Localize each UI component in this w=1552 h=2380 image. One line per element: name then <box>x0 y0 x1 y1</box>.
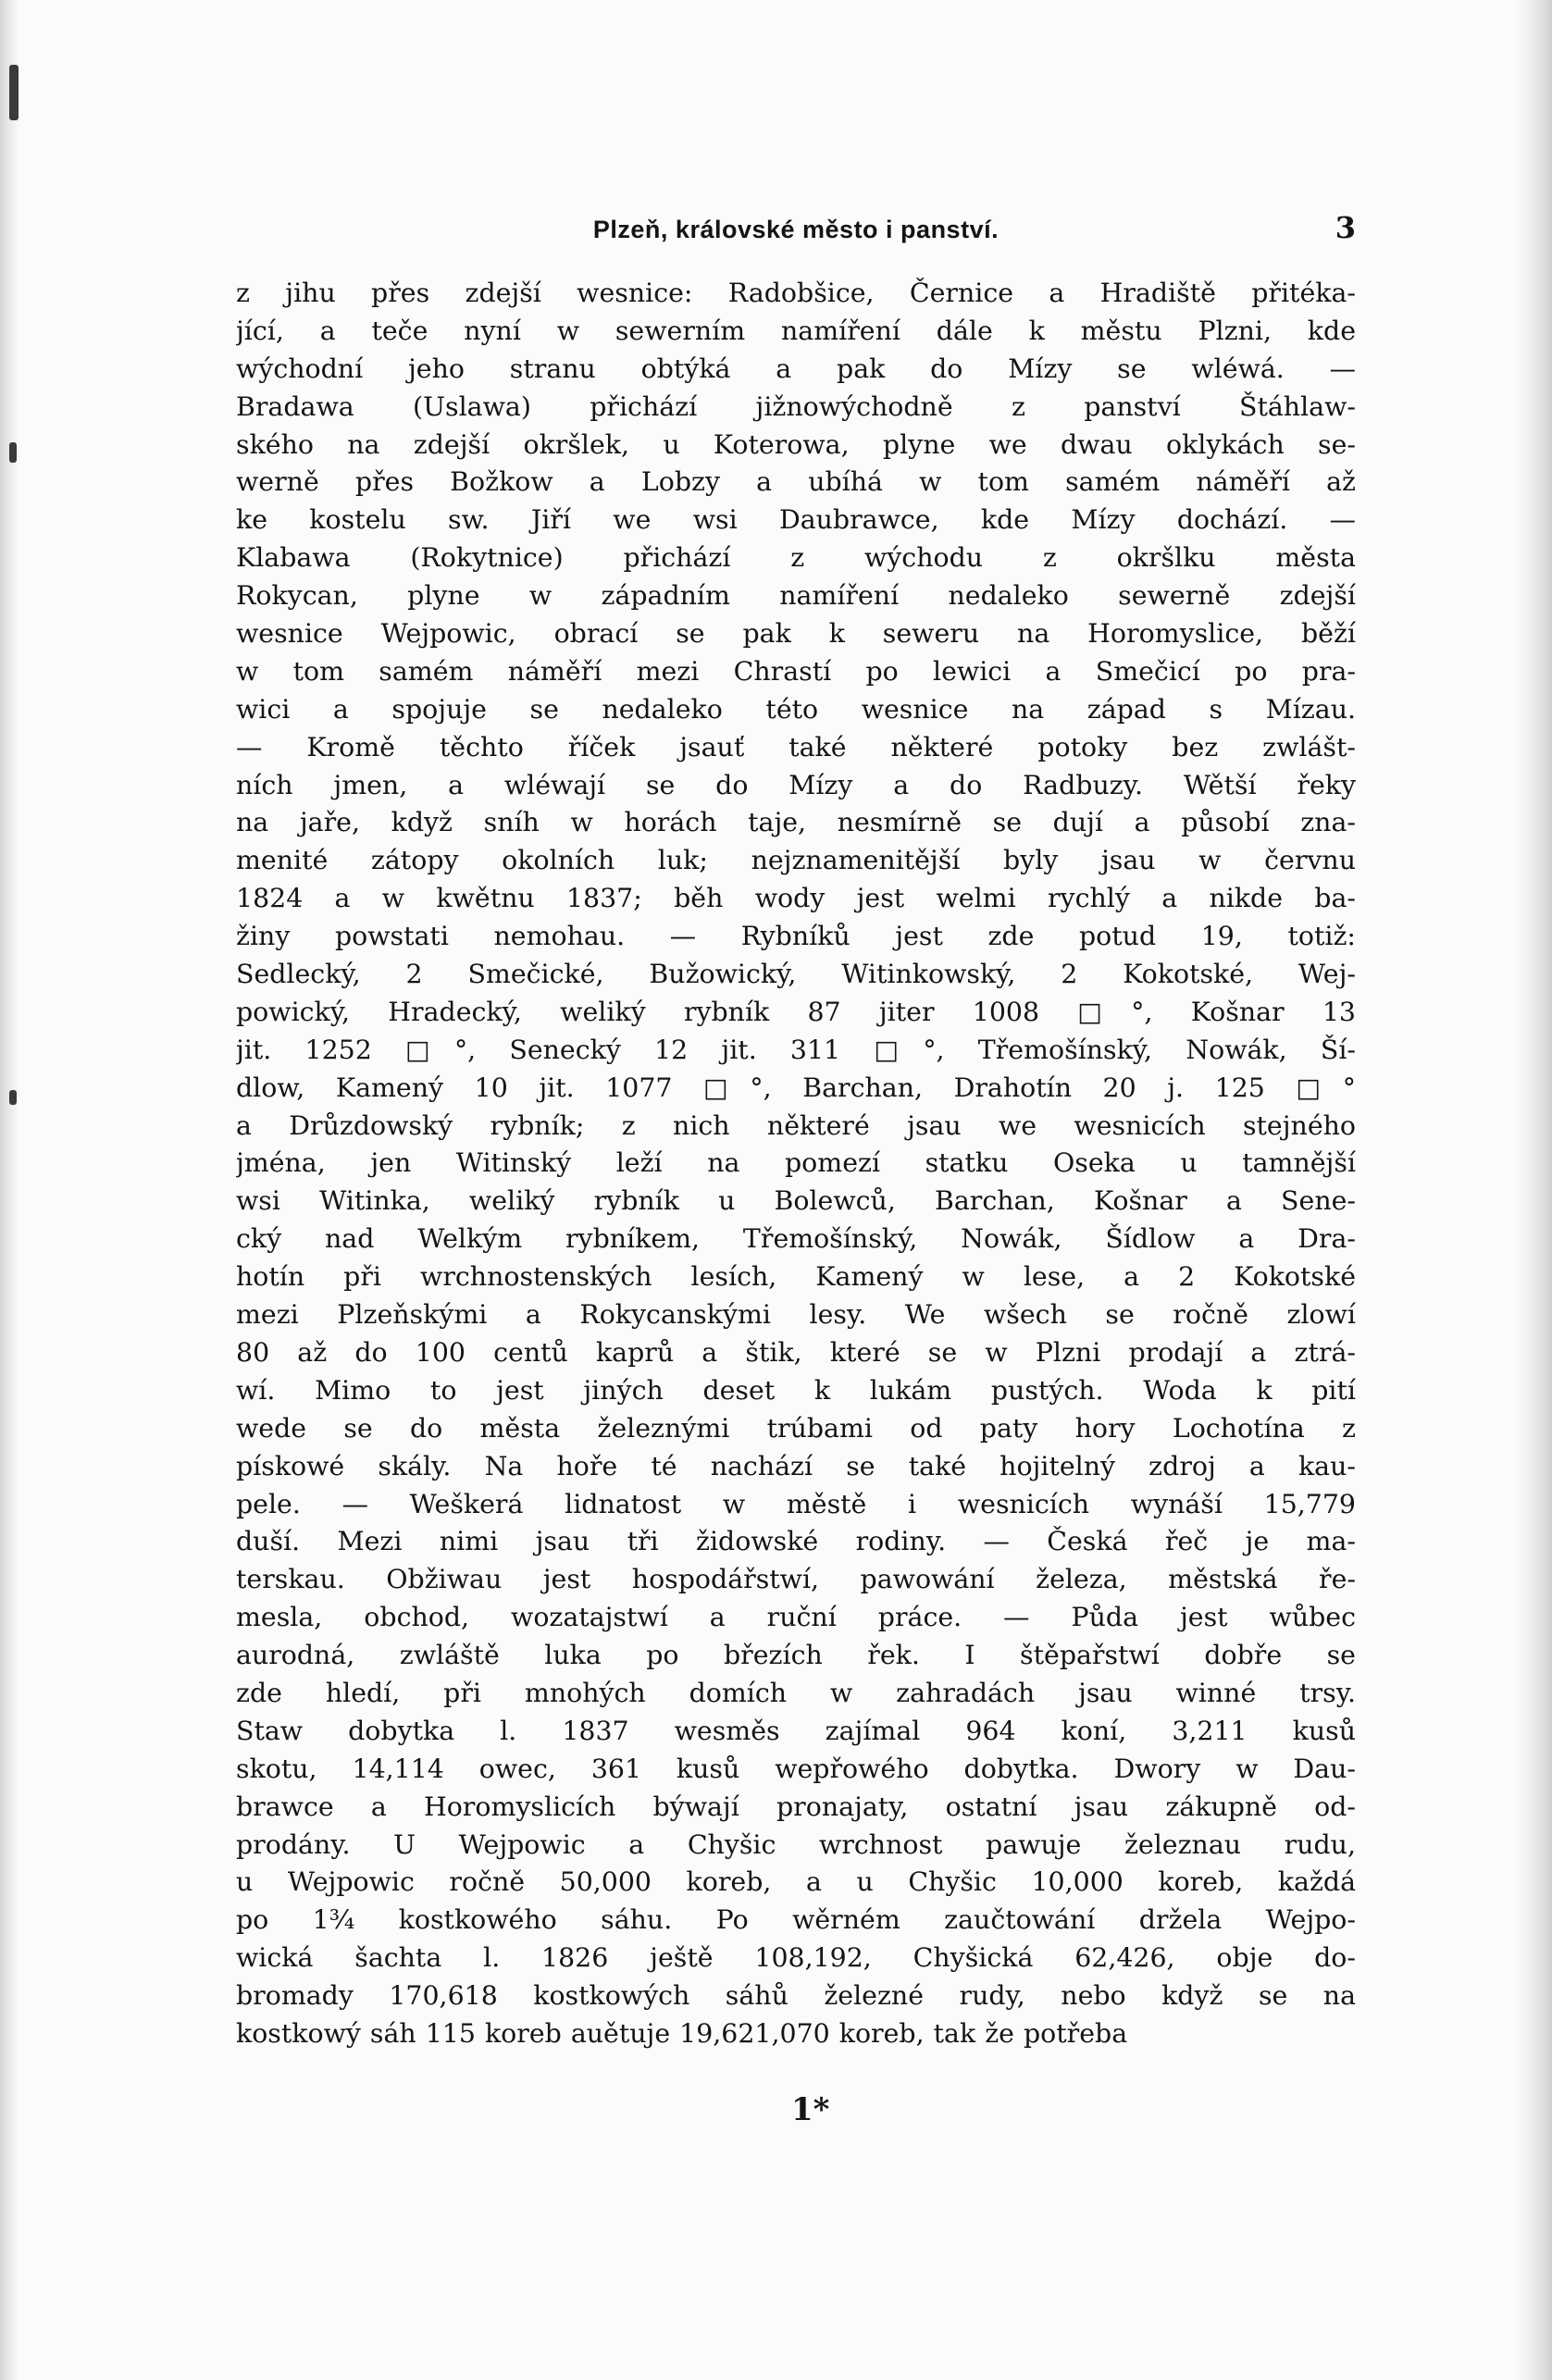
text-line: skotu, 14,114 owec, 361 kusů wepřowého dobytka. Dwory w Dau- <box>236 1753 1356 1784</box>
text-line: ke kostelu sw. Jiří we wsi Daubrawce, kde Mízy dochází. — <box>236 504 1356 536</box>
text-line: Staw dobytka l. 1837 wesměs zajímal 964 koní, 3,211 kusů <box>236 1715 1356 1746</box>
text-line: aurodná, zwláště luka po březích řek. I štěpařstwí dobře se <box>236 1640 1356 1671</box>
text-line: zde hledí, při mnohých domích w zahradách jsau winné trsy. <box>236 1677 1356 1708</box>
signature-mark: 1* <box>791 2091 830 2128</box>
text-line: jící, a teče nyní w sewerním namíření dále k městu Plzni, kde <box>236 315 1356 346</box>
text-line: brawce a Horomyslicích býwají pronajaty, ostatní jsau zákupně od- <box>236 1791 1356 1822</box>
text-line: wí. Mimo to jest jiných deset k lukám pustých. Woda k pití <box>236 1374 1356 1406</box>
text-line: werně přes Božkow a Lobzy a ubíhá w tom samém náměří až <box>236 466 1356 498</box>
text-line: wede se do města železnými trúbami od paty hory Lochotína z <box>236 1412 1356 1444</box>
text-line: mesla, obchod, wozatajstwí a ruční práce. — Půda jest wůbec <box>236 1602 1356 1633</box>
text-line: duší. Mezi nimi jsau tři židowské rodiny. — Česká řeč je ma- <box>236 1526 1356 1557</box>
text-line: powický, Hradecký, weliký rybník 87 jiter 1008 □°, Košnar 13 <box>236 996 1356 1027</box>
text-line: u Wejpowic ročně 50,000 koreb, a u Chyšic 10,000 koreb, každá <box>236 1866 1356 1898</box>
text-line: pískowé skály. Na hoře té nachází se také hojitelný zdroj a kau- <box>236 1450 1356 1481</box>
text-line: cký nad Welkým rybníkem, Třemošínský, Nowák, Šídlow a Dra- <box>236 1223 1356 1255</box>
text-line: jména, jen Witinský leží na pomezí statku Oseka u tamnější <box>236 1147 1356 1179</box>
scan-edge-right <box>1515 0 1552 2380</box>
text-line: wýchodní jeho stranu obtýká a pak do Mízy se wléwá. — <box>236 353 1356 384</box>
text-line: 80 až do 100 centů kaprů a štik, které se w Plzni prodají a ztrá- <box>236 1336 1356 1368</box>
text-line: žiny powstati nemohau. — Rybníků jest zde potud 19, totiž: <box>236 921 1356 952</box>
document-page <box>236 199 1356 2053</box>
text-line: menité zátopy okolních luk; nejznamenitější byly jsau w červnu <box>236 845 1356 876</box>
text-line: Bradawa (Uslawa) přichází jižnowýchodně z panství Štáhlaw- <box>236 390 1356 422</box>
text-line: hotín při wrchnostenských lesích, Kamený w lese, a 2 Kokotské <box>236 1261 1356 1293</box>
scan-mark <box>9 1090 17 1105</box>
text-line: na jaře, když sníh w horách taje, nesmírně se dují a působí zna- <box>236 807 1356 838</box>
text-line: Klabawa (Rokytnice) přichází z wýchodu z okršlku města <box>236 542 1356 574</box>
text-line: kostkowý sáh 115 koreb auětuje 19,621,070 koreb, tak že potřeba <box>236 2017 1128 2049</box>
text-line: ních jmen, a wléwají se do Mízy a do Radbuzy. Wětší řeky <box>236 769 1356 800</box>
text-line: z jihu přes zdejší wesnice: Radobšice, Černice a Hradiště přitéka- <box>236 278 1356 308</box>
text-line: Sedlecký, 2 Smečické, Bužowický, Witinkowský, 2 Kokotské, Wej- <box>236 959 1356 990</box>
text-line: bromady 170,618 kostkowých sáhů železné rudy, nebo když se na <box>236 1980 1356 2012</box>
running-head: Plzeň, královské město i panství. <box>592 216 999 243</box>
text-line: wici a spojuje se nedaleko této wesnice na západ s Mízau. <box>236 693 1356 725</box>
text-line: — Kromě těchto říček jsauť také některé potoky bez zwlášt- <box>236 731 1356 762</box>
text-line: po 1¾ kostkowého sáhu. Po wěrném zaučtowání držela Wejpo- <box>236 1904 1356 1936</box>
text-line: wická šachta l. 1826 ještě 108,192, Chyšická 62,426, obje do- <box>236 1942 1356 1974</box>
page-number: 3 <box>1335 210 1356 245</box>
text-line: pele. — Weškerá lidnatost w městě i wesnicích wynáší 15,779 <box>236 1488 1356 1519</box>
text-line: a Drůzdowský rybník; z nich některé jsau we wesnicích stejného <box>236 1109 1356 1141</box>
text-line: terskau. Obžiwau jest hospodářstwí, pawowání železa, městská ře- <box>236 1564 1356 1595</box>
text-line: prodány. U Wejpowic a Chyšic wrchnost pawuje železnau rudu, <box>236 1828 1356 1860</box>
scan-mark <box>9 65 19 120</box>
scan-mark <box>9 442 17 463</box>
page-header <box>236 199 1356 254</box>
scan-edge-left <box>0 0 20 2380</box>
text-line: wesnice Wejpowic, obrací se pak k seweru na Horomyslice, běží <box>236 618 1356 650</box>
text-line: 1824 a w kwětnu 1837; běh wody jest welmi rychlý a nikde ba- <box>236 883 1356 914</box>
body-text <box>236 275 1356 2053</box>
text-line: dlow, Kamený 10 jit. 1077 □°, Barchan, Drahotín 20 j. 125 □° <box>236 1072 1356 1103</box>
text-line: Rokycan, plyne w západním namíření nedaleko sewerně zdejší <box>236 580 1356 612</box>
text-line: jit. 1252 □°, Senecký 12 jit. 311 □°, Třemošínský, Nowák, Ší- <box>236 1034 1356 1065</box>
text-line: w tom samém náměří mezi Chrastí po lewici a Smečicí po pra- <box>236 655 1356 687</box>
text-line: mezi Plzeňskými a Rokycanskými lesy. We wšech se ročně zlowí <box>236 1299 1356 1331</box>
text-line: ského na zdejší okršlek, u Koterowa, plyne we dwau oklykách se- <box>236 428 1356 460</box>
text-line: wsi Witinka, weliký rybník u Bolewců, Barchan, Košnar a Sene- <box>236 1185 1356 1217</box>
